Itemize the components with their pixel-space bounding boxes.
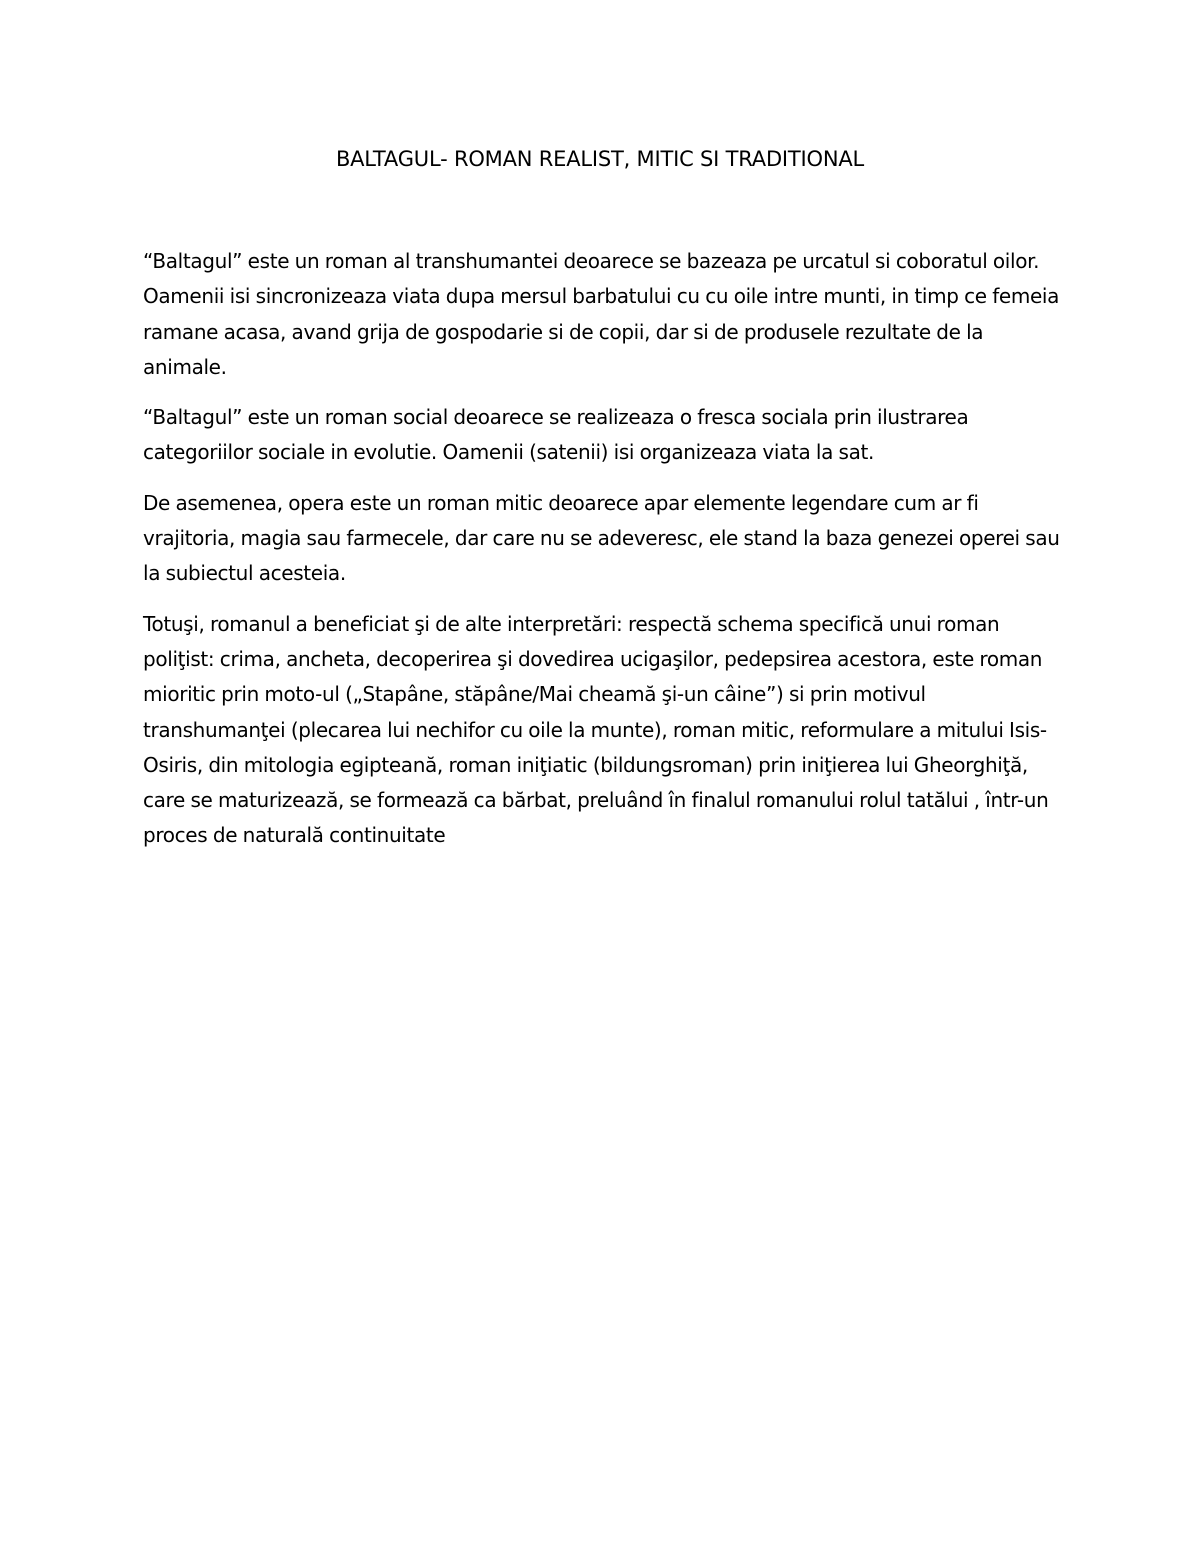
document-title: BALTAGUL- ROMAN REALIST, MITIC SI TRADITIONAL bbox=[335, 147, 865, 171]
paragraph-social: “Baltagul” este un roman social deoarece se realizeaza o fresca sociala prin ilustrarea categoriilor sociale in evolutie. Oamenii (satenii) isi organizeaza viata la sat. bbox=[143, 405, 969, 465]
paragraph-mythic: De asemenea, opera este un roman mitic deoarece apar elemente legendare cum ar fi vrajitoria, magia sau farmecele, dar care nu se adeveresc, ele stand la baza genezei operei sau la subiectul acesteia. bbox=[143, 490, 1060, 586]
paragraph-interpretations: Totuşi, romanul a beneficiat şi de alte interpretări: respectă schema specifică unui roman poliţist: crima, ancheta, decoperirea şi dovedirea ucigaşilor, pedepsirea acestora, este roman mioritic prin moto-ul („Stapâne, stăpâne/Mai cheamă şi-un câine”) si prin motivul transhumanţei (plecarea lui nechifor cu oile la munte), roman mitic, reformulare a mitului Isis-Osiris, din mitologia egipteană, roman iniţiatic (bildungsroman) prin iniţierea lui Gheorghiţă, care se maturizează, se formează ca bărbat, preluând în finalul romanului rolul tatălui , într-un proces de naturală continuitate bbox=[143, 611, 1049, 848]
document-body bbox=[143, 244, 1063, 869]
paragraph-transhumance: “Baltagul” este un roman al transhumantei deoarece se bazeaza pe urcatul si coboratul oilor. Oamenii isi sincronizeaza viata dupa mersul barbatului cu cu oile intre munti, in timp ce femeia ramane acasa, avand grija de gospodarie si de copii, dar si de produsele rezultate de la animale. bbox=[143, 249, 1060, 379]
